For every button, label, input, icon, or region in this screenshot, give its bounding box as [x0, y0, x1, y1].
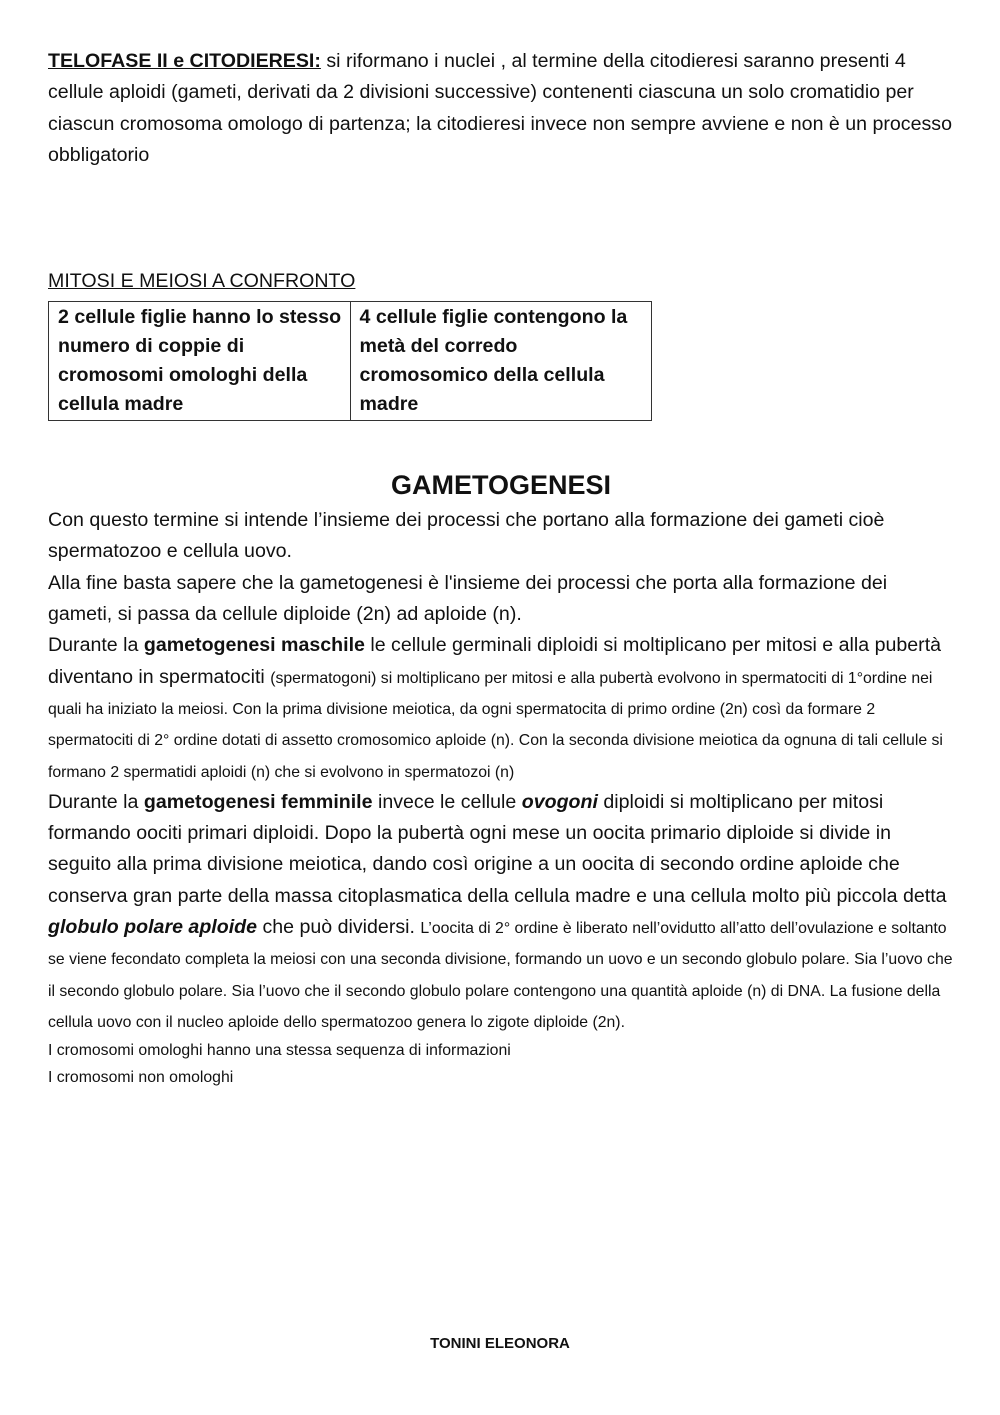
polar-body-term: globulo polare aploide	[48, 916, 258, 939]
document-page	[48, 46, 954, 1091]
ovogoni-term: ovogoni	[521, 790, 598, 813]
author-footer: TONINI ELEONORA	[430, 1335, 570, 1352]
female-text-1: invece le cellule	[372, 790, 522, 813]
female-small-text: L’oocita di 2° ordine è liberato nell’ovidutto all’atto dell’ovulazione e soltanto se viene fecondato completa la meiosi con una seconda divisione, formando un uovo e un secondo globulo polare. Sia l’uovo che il secondo globulo polare. Sia l’uovo che il secondo globulo polare contengono una quantità aploide (n) di DNA. La fusione della cellula uovo con il nucleo aploide dello spermatozoo genera lo zigote diploide (2n).	[48, 920, 953, 1031]
male-text: le cellule germinali diploidi si moltiplicano per mitosi e alla pubertà diventano in spermatociti	[48, 634, 942, 688]
telofase-text: si riformano i nuclei , al termine della citodieresi saranno presenti 4 cellule aploidi (gameti, derivati da 2 divisioni successive) contenenti ciascuna un solo cromatidio per ciascun cromosoma omologo di partenza; la citodieresi invece non sempre avviene e non è un processo obbligatorio	[48, 50, 952, 166]
comparison-table	[48, 301, 652, 421]
male-bold-term: gametogenesi maschile	[143, 634, 365, 657]
male-intro: Durante la	[48, 634, 144, 657]
female-intro: Durante la	[48, 790, 144, 813]
mitosis-cell: 2 cellule figlie hanno lo stesso numero di coppie di cromosomi omologhi della cellula madre	[49, 302, 351, 421]
telofase-paragraph	[48, 46, 954, 171]
female-text-2: diploidi si moltiplicano per mitosi formando oociti primari diploidi. Dopo la pubertà ogni mese un oocita primario diploide si divide in seguito alla prima divisione meiotica, dando così origine a un oocita di secondo ordine aploide che conserva gran parte della massa citoplasmatica della cellula madre e una cellula molto più piccola detta	[48, 790, 947, 907]
telofase-label: TELOFASE II e CITODIERESI:	[48, 50, 321, 72]
male-paragraph	[48, 630, 954, 786]
section-title: GAMETOGENESI	[390, 470, 612, 501]
summary-paragraph: Alla fine basta sapere che la gametogenesi è l'insieme dei processi che porta alla formazione dei gameti, si passa da cellule diploide (2n) ad aploide (n).	[48, 571, 888, 626]
homologous-line: I cromosomi omologhi hanno una stessa sequenza di informazioni	[48, 1042, 511, 1060]
meiosis-cell: 4 cellule figlie contengono la metà del corredo cromosomico della cellula madre	[350, 302, 652, 421]
table-row	[49, 302, 652, 421]
definition-paragraph: Con questo termine si intende l’insieme dei processi che portano alla formazione dei gameti cioè spermatozoo e cellula uovo.	[48, 509, 885, 563]
non-homologous-line: I cromosomi non omologhi	[48, 1069, 234, 1087]
female-paragraph	[48, 787, 954, 1037]
female-bold-term: gametogenesi femminile	[143, 790, 373, 813]
female-text-3: che può dividersi.	[257, 916, 421, 939]
comparison-heading: MITOSI E MEIOSI A CONFRONTO	[48, 270, 356, 293]
male-small-text: (spermatogoni) si moltiplicano per mitosi e alla pubertà evolvono in spermatociti di 1°ordine nei quali ha iniziato la meiosi. Con la prima divisione meiotica, da ogni spermatocita di primo ordine (2n) così da formare 2 spermatociti di 2° ordine dotati di assetto cromosomico aploide (n). Con la seconda divisione meiotica da ognuna di tali cellule si formano 2 spermatidi aploidi (n) che si evolvono in spermatozoi (n)	[48, 669, 943, 781]
